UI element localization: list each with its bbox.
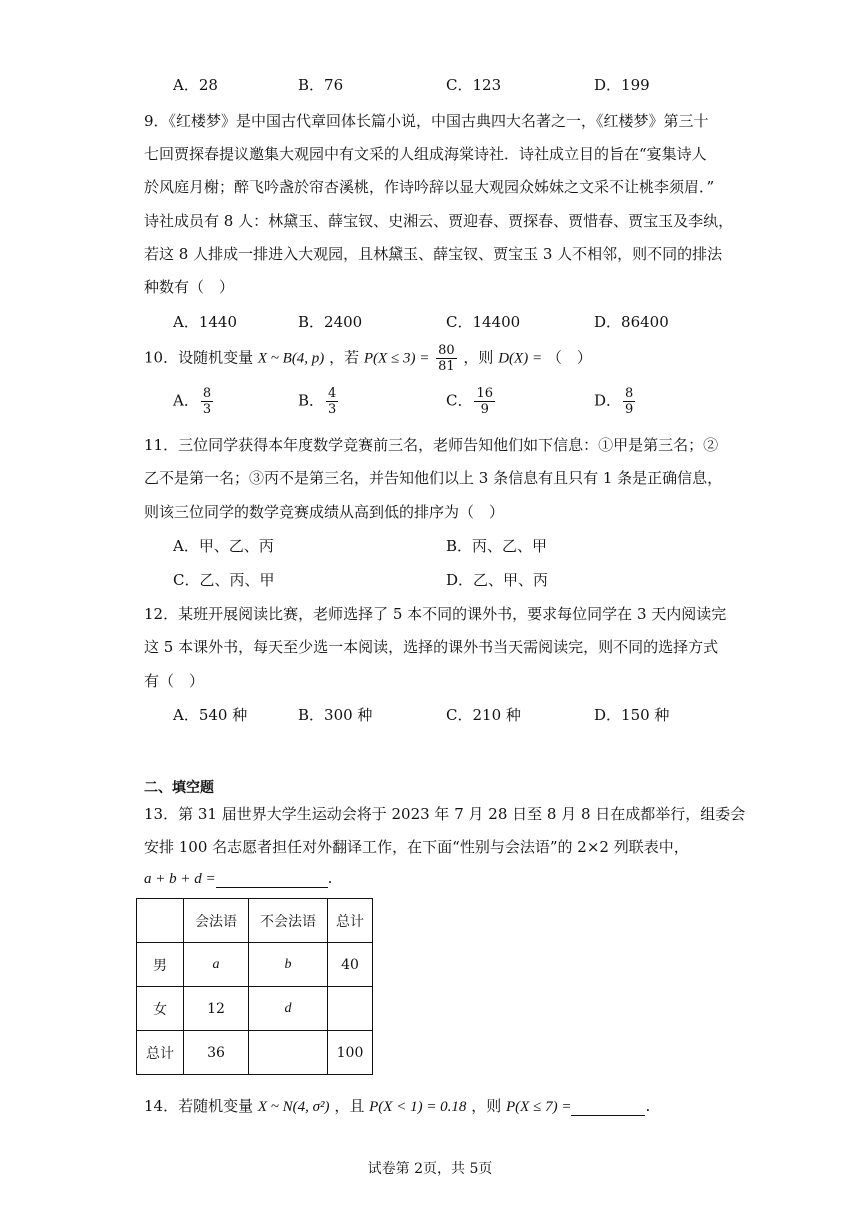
q10-paren: （ ）	[546, 348, 592, 367]
q10-tail: ，则	[463, 348, 494, 367]
q10-option-b	[298, 386, 340, 417]
q8-option-c: C．123	[446, 76, 502, 94]
table-cell: 女	[137, 987, 184, 1031]
q14-answer-blank[interactable]	[571, 1097, 645, 1116]
q14-end: .	[645, 1097, 651, 1115]
q10-mid: ，若	[329, 348, 360, 367]
q10-option-d-denominator: 9	[625, 402, 634, 417]
q12-option-d: D．150 种	[594, 706, 670, 724]
table-header-row	[137, 899, 373, 943]
q13-line-2: 安排 100 名志愿者担任对外翻译工作，在下面“性别与会法语”的 2×2 列联表中，	[144, 838, 689, 856]
q12-line-2: 这 5 本课外书，每天至少选一本阅读，选择的课外书当天需阅读完，则不同的选择方式	[144, 638, 719, 656]
q12-line-1: 12．某班开展阅读比赛，老师选择了 5 本不同的课外书，要求每位同学在 3 天内阅读完	[144, 605, 727, 623]
q13-end: .	[327, 869, 333, 887]
q9-option-d: D．86400	[594, 313, 669, 331]
q14-given: P(X < 1) = 0.18	[369, 1099, 467, 1115]
q10-fraction-numerator: 80	[438, 343, 455, 358]
q12-option-c: C．210 种	[446, 706, 521, 724]
table-row	[137, 943, 373, 987]
q10-option-d-numerator: 8	[625, 386, 634, 401]
q8-option-d: D．199	[594, 76, 650, 94]
q10-option-a-label: A．	[173, 391, 199, 410]
q13-answer-blank[interactable]	[216, 869, 328, 888]
q14-prefix: 14．若随机变量	[144, 1097, 254, 1115]
q8-option-b: B．76	[298, 76, 344, 94]
q13-expression: a + b + d =	[144, 871, 216, 887]
q11-line-2: 乙不是第一名；③丙不是第三名，并告知他们以上 3 条信息有且只有 1 条是正确信息，	[144, 469, 723, 487]
q9-line-5: 若这 8 人排成一排进入大观园，且林黛玉、薛宝钗、贾宝玉 3 人不相邻，则不同的排法	[144, 245, 723, 263]
q14-distribution: X ~ N(4, σ²)	[257, 1099, 330, 1115]
q10-option-d-label: D．	[594, 391, 622, 410]
q9-line-3: 於风庭月榭；醉飞吟盏於帘杏溪桃，作诗吟辞以显大观园众姊妹之文采不让桃李须眉．”	[144, 178, 715, 196]
q9-option-b: B．2400	[298, 313, 363, 331]
q14-ask: P(X ≤ 7) =	[506, 1099, 572, 1115]
q8-option-a: A．28	[173, 76, 218, 94]
q14-mid: ，且	[334, 1097, 365, 1115]
table-cell: 36	[184, 1031, 249, 1075]
q12-line-3: 有（ ）	[144, 672, 205, 690]
q11-option-b: B．丙、乙、甲	[446, 537, 548, 555]
q10-distribution: X ~ B(4, p)	[257, 350, 325, 367]
table-cell	[137, 899, 184, 943]
table-cell: 不会法语	[249, 899, 328, 943]
q13-line-1: 13．第 31 届世界大学生运动会将于 2023 年 7 月 28 日至 8 月 8 日在成都举行，组委会	[144, 805, 746, 823]
q9-line-4: 诗社成员有 8 人：林黛玉、薛宝钗、史湘云、贾迎春、贾探春、贾惜春、贾宝玉及李纨，	[144, 212, 734, 230]
q10-option-c-label: C．	[446, 391, 473, 410]
table-cell: d	[249, 987, 328, 1031]
q13-expression-line	[144, 869, 332, 888]
contingency-table	[136, 898, 373, 1075]
table-row	[137, 1031, 373, 1075]
table-cell: 12	[184, 987, 249, 1031]
q9-option-c: C．14400	[446, 313, 521, 331]
q9-option-a: A．1440	[173, 313, 238, 331]
table-cell: 40	[328, 943, 373, 987]
q10-option-b-denominator: 3	[328, 402, 337, 417]
q11-option-c: C．乙、丙、甲	[173, 571, 275, 589]
table-cell: 男	[137, 943, 184, 987]
table-cell: 会法语	[184, 899, 249, 943]
q11-line-3: 则该三位同学的数学竞赛成绩从高到低的排序为（ ）	[144, 503, 505, 521]
q12-option-b: B．300 种	[298, 706, 373, 724]
q9-line-1: 9．《红楼梦》是中国古代章回体长篇小说，中国古典四大名著之一，《红楼梦》第三十	[144, 112, 709, 130]
table-cell: 100	[328, 1031, 373, 1075]
table-row	[137, 987, 373, 1031]
q10-option-c-numerator: 16	[476, 386, 494, 401]
q11-option-d: D．乙、甲、丙	[446, 571, 549, 589]
q11-option-a: A．甲、乙、丙	[173, 537, 274, 555]
q10-option-d	[594, 386, 637, 417]
q10-fraction	[436, 343, 457, 374]
table-cell: 总计	[328, 899, 373, 943]
q10-ask: D(X) =	[498, 350, 543, 367]
q10-option-c	[446, 386, 497, 417]
q10-option-b-numerator: 4	[328, 386, 337, 401]
table-cell: 总计	[137, 1031, 184, 1075]
section-heading-fill-in: 二、填空题	[144, 780, 214, 796]
table-cell: b	[249, 943, 328, 987]
q10-probability: P(X ≤ 3) =	[363, 350, 430, 367]
table-cell: a	[184, 943, 249, 987]
q11-line-1: 11．三位同学获得本年度数学竞赛前三名，老师告知他们如下信息：①甲是第三名；②	[144, 436, 719, 454]
q10-option-a-denominator: 3	[202, 402, 212, 417]
page-footer: 试卷第 2页，共 5页	[367, 1161, 493, 1177]
q9-line-6: 种数有（ ）	[144, 278, 235, 296]
q10-option-a-numerator: 8	[202, 386, 212, 401]
q12-option-a: A．540 种	[173, 706, 248, 724]
q9-line-2: 七回贾探春提议邀集大观园中有文采的人组成海棠诗社．诗社成立目的旨在“宴集诗人	[144, 145, 707, 163]
table-cell	[328, 987, 373, 1031]
q10-option-a	[173, 386, 215, 417]
q10-fraction-denominator: 81	[438, 359, 455, 374]
q10-option-b-label: B．	[298, 391, 325, 410]
q10-stem	[144, 343, 592, 374]
table-cell	[249, 1031, 328, 1075]
q10-option-c-denominator: 9	[480, 402, 489, 417]
q10-prefix: 10．设随机变量	[144, 348, 254, 367]
q14-stem	[144, 1095, 650, 1116]
q14-tail: ，则	[471, 1097, 502, 1115]
